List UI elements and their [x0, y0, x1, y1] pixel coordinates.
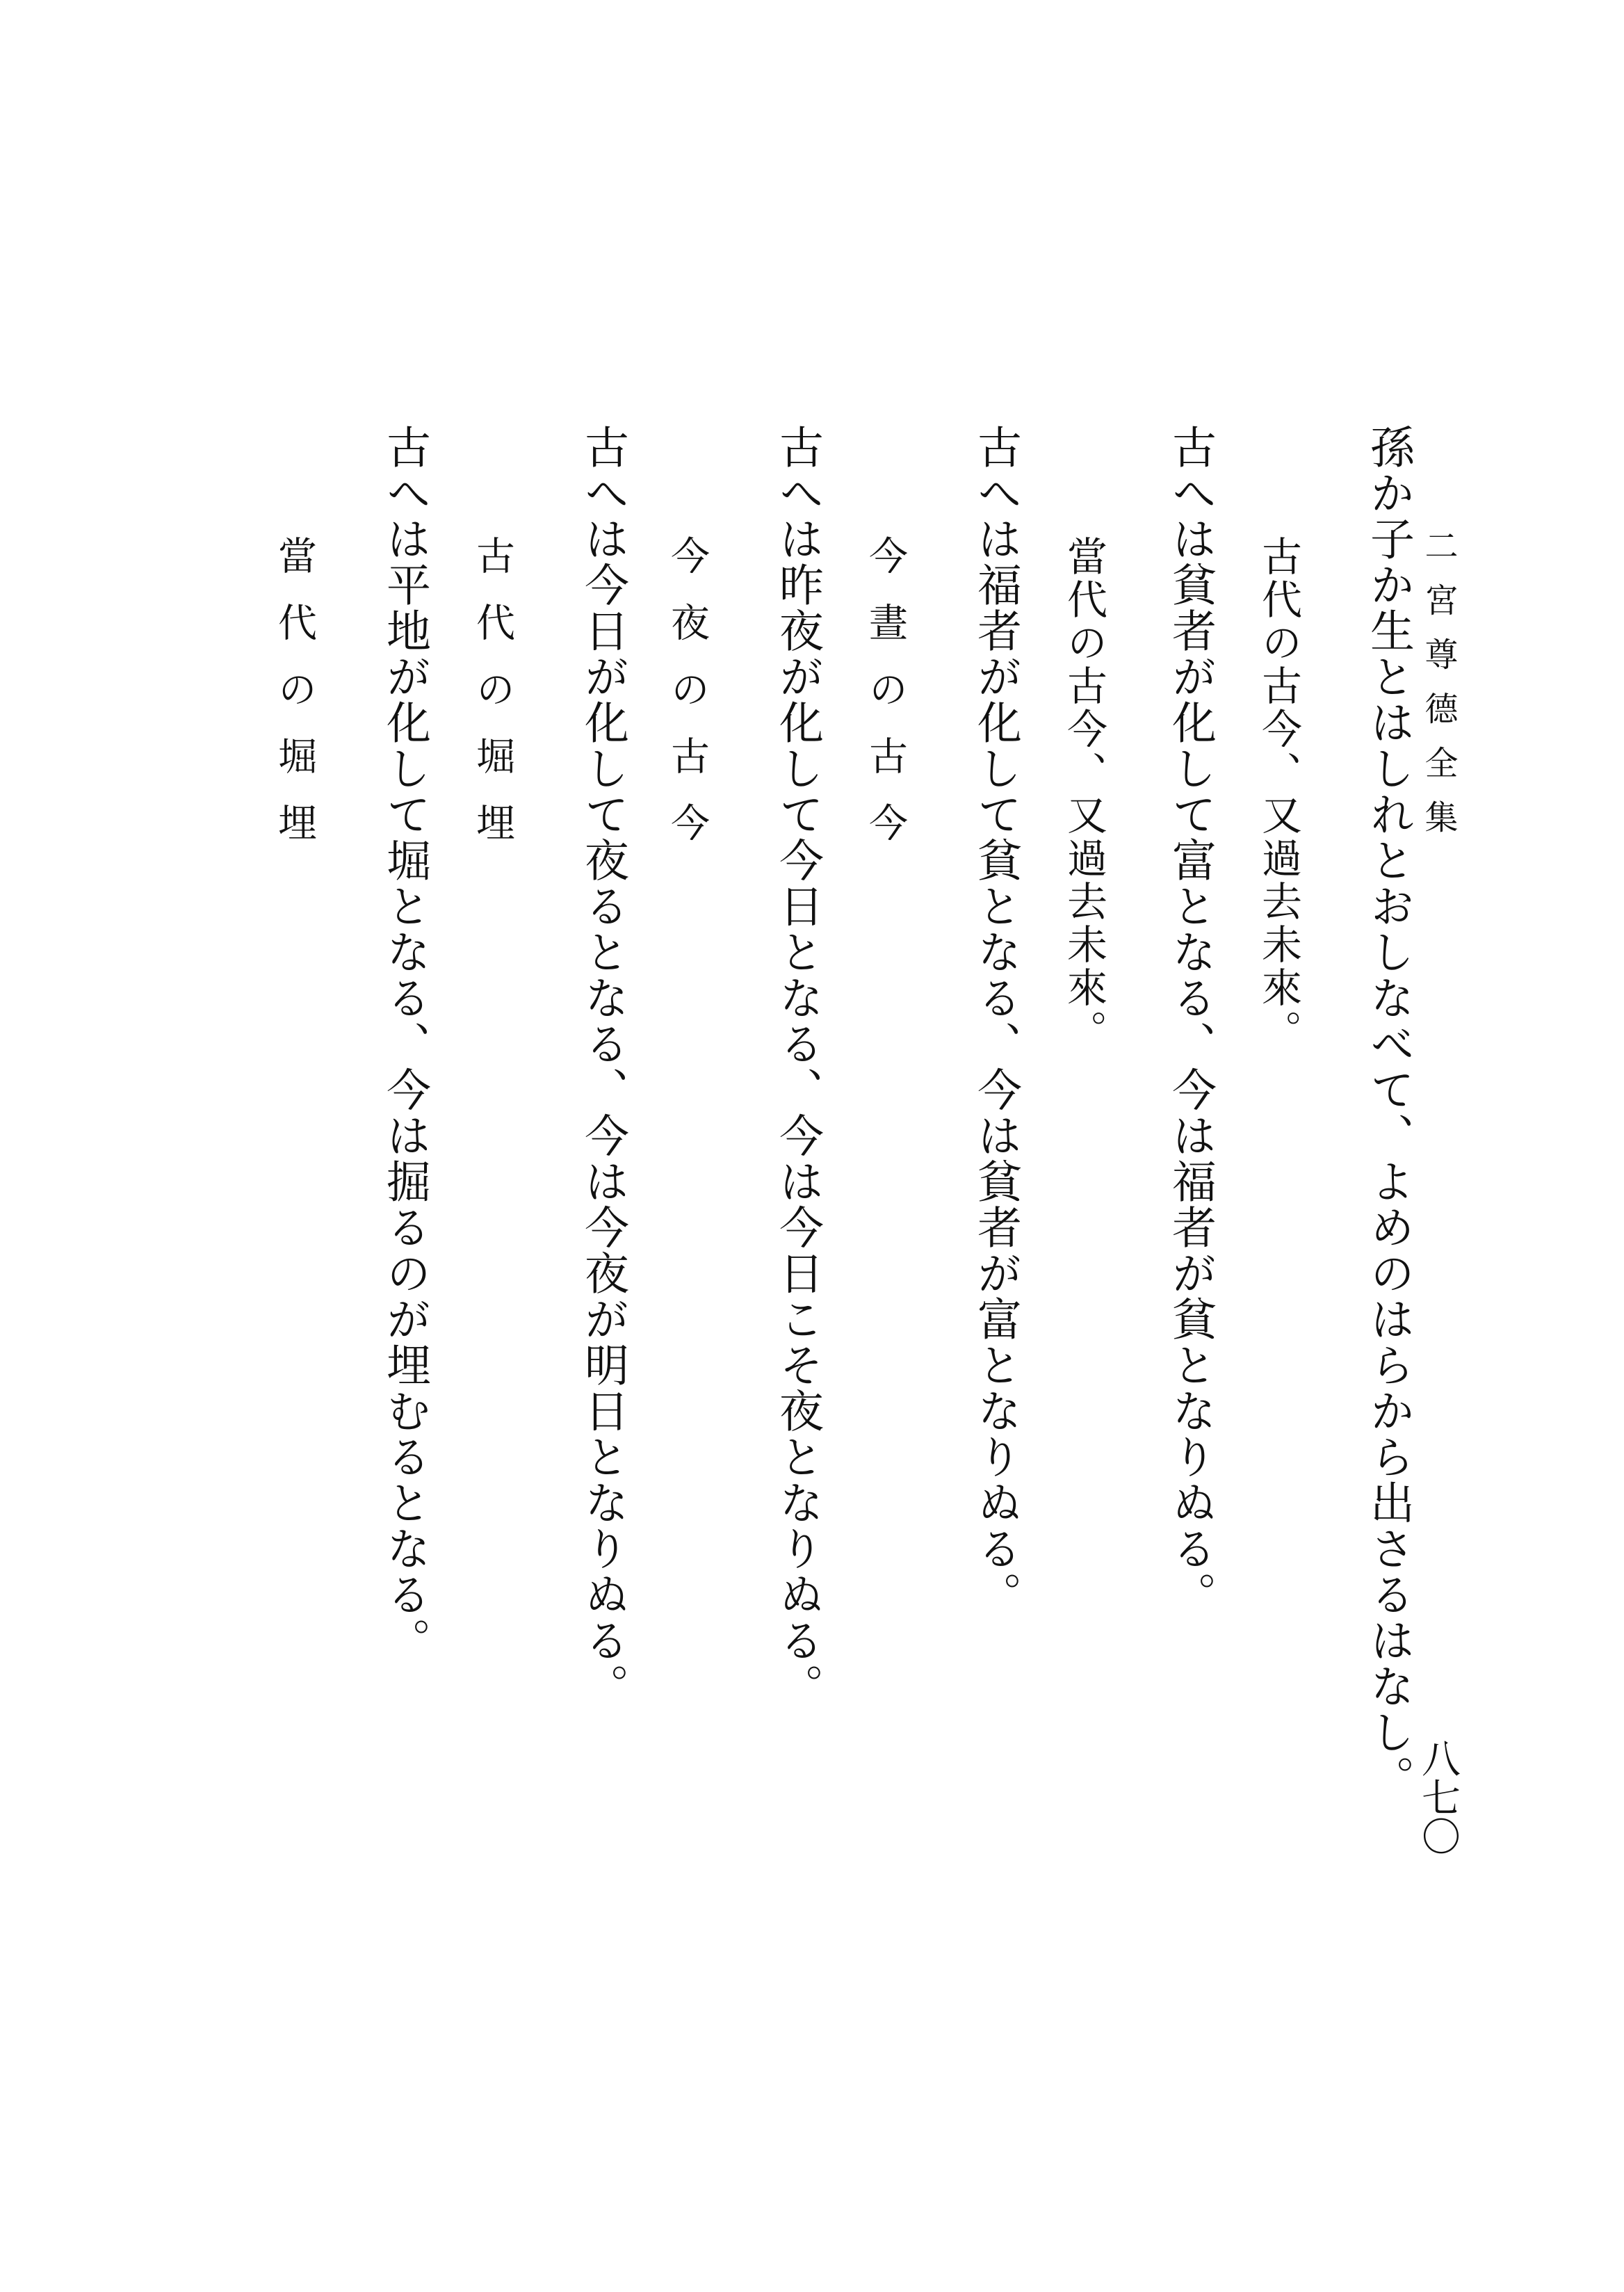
- section-heading-2: 今夜の古今: [665, 535, 710, 869]
- text-column-9: 古へは今日が化して夜るとなる、今は今夜が明日となりぬる。: [577, 424, 628, 1709]
- text-column-1: 孫か子か生とはしれとおしなべて、よめのはらから出さるはなし。: [1363, 424, 1414, 1801]
- section-heading-1: 今晝の古今: [863, 535, 908, 869]
- text-column-3: 古へは貧者が化して富となる、今は福者が貧となりぬる。: [1164, 424, 1216, 1617]
- running-header-title: 二宮尊德全集: [1419, 528, 1458, 854]
- page-number: 八七〇: [1415, 1738, 1461, 1855]
- text-column-7: 古へは昨夜が化して今日となる、今は今日こそ夜となりぬる。: [772, 424, 823, 1709]
- text-column-2: 古代の古今、又過去未來。: [1255, 535, 1302, 1053]
- section-heading-4: 當代の堀埋: [272, 535, 317, 869]
- text-column-4: 當代の古今、又過去未來。: [1060, 535, 1107, 1053]
- text-column-11: 古へは平地が化して堀となる、今は掘るのが埋むるとなる。: [379, 424, 430, 1663]
- section-heading-3: 古代の堀埋: [470, 535, 515, 869]
- text-column-5: 古へは福者が化して貧となる、今は貧者が富となりぬる。: [970, 424, 1021, 1617]
